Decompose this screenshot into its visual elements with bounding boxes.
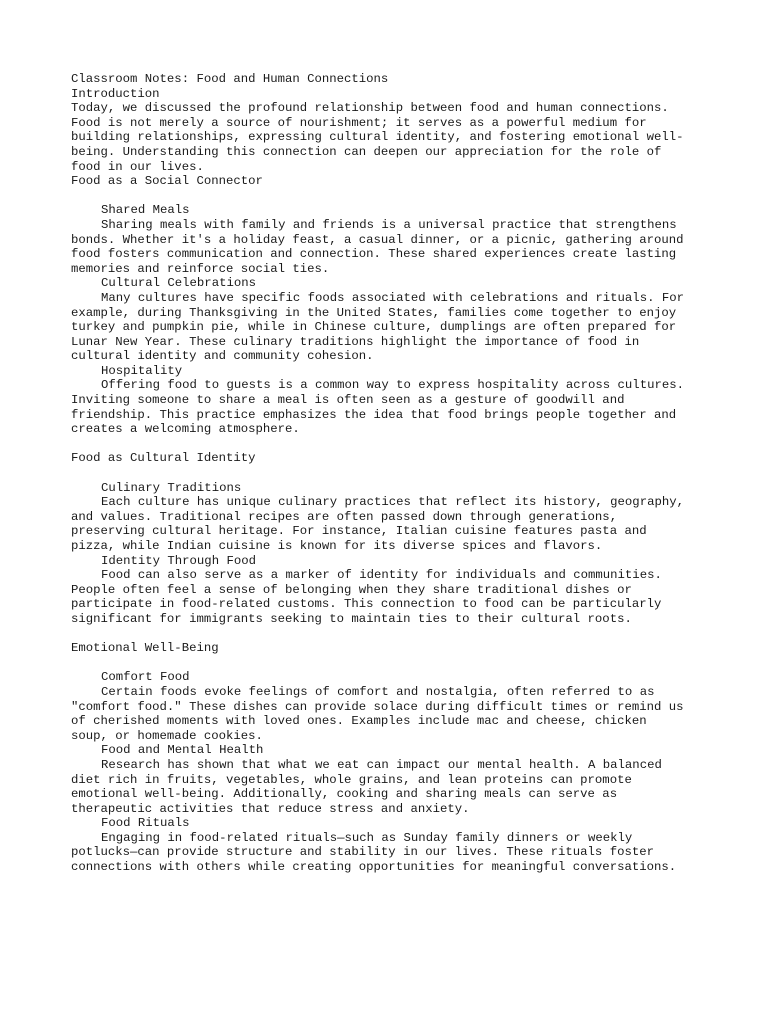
paragraph-first-line: Sharing meals with family and friends is a universal practice that strengthens (101, 217, 677, 232)
subsection-heading: Cultural Celebrations (101, 276, 256, 291)
paragraph-line: significant for immigrants seeking to maintain ties to their cultural roots. (71, 611, 632, 626)
paragraph-line: creates a welcoming atmosphere. (71, 422, 300, 437)
section-heading: Food as Cultural Identity (71, 451, 256, 466)
paragraph-line: memories and reinforce social ties. (71, 261, 330, 276)
intro-line: being. Understanding this connection can deepen our appreciation for the role of (71, 144, 662, 159)
subsection-heading: Food Rituals (101, 816, 190, 831)
paragraph-line: potlucks—can provide structure and stability in our lives. These rituals foster (71, 845, 654, 860)
subsection-heading: Identity Through Food (101, 553, 256, 568)
paragraph-line: food fosters communication and connection. These shared experiences create lasting (71, 247, 677, 262)
paragraph-first-line: Engaging in food-related rituals—such as Sunday family dinners or weekly (101, 830, 633, 845)
paragraph-line: turkey and pumpkin pie, while in Chinese culture, dumplings are often prepared for (71, 320, 677, 335)
spacer (71, 437, 711, 452)
intro-line: food in our lives. (71, 159, 204, 174)
paragraph-line: and values. Traditional recipes are often passed down through generations, (71, 509, 618, 524)
subsection-heading: Food and Mental Health (101, 743, 264, 758)
subsection-heading: Hospitality (101, 363, 183, 378)
document-title: Classroom Notes: Food and Human Connections (71, 72, 389, 86)
paragraph-line: diet rich in fruits, vegetables, whole grains, and lean proteins can promote (71, 772, 632, 787)
paragraph-first-line: Certain foods evoke feelings of comfort and nostalgia, often referred to as (101, 684, 655, 699)
paragraph-first-line: Each culture has unique culinary practices that reflect its history, geography, (101, 495, 684, 510)
paragraph-line: People often feel a sense of belonging when they share traditional dishes or (71, 582, 632, 597)
spacer (71, 656, 711, 671)
spacer (71, 627, 711, 642)
paragraph-line: cultural identity and community cohesion. (71, 349, 374, 364)
paragraph-first-line: Research has shown that what we eat can impact our mental health. A balanced (101, 757, 662, 772)
spacer (71, 466, 711, 481)
paragraph-first-line: Offering food to guests is a common way to express hospitality across cultures. (101, 378, 684, 393)
subsection-heading: Comfort Food (101, 670, 190, 685)
paragraph-line: Inviting someone to share a meal is often seen as a gesture of goodwill and (71, 393, 625, 408)
paragraph-line: emotional well-being. Additionally, cooking and sharing meals can serve as (71, 787, 618, 802)
document-page (71, 72, 711, 875)
paragraph-line: friendship. This practice emphasizes the idea that food brings people together and (71, 407, 677, 422)
paragraph-first-line: Many cultures have specific foods associated with celebrations and rituals. For (101, 290, 684, 305)
spacer (71, 189, 711, 204)
paragraph-line: soup, or homemade cookies. (71, 728, 263, 743)
paragraph-line: bonds. Whether it's a holiday feast, a casual dinner, or a picnic, gathering around (71, 232, 684, 247)
intro-line: Food is not merely a source of nourishment; it serves as a powerful medium for (71, 115, 647, 130)
paragraph-line: preserving cultural heritage. For instance, Italian cuisine features pasta and (71, 524, 647, 539)
paragraph-line: pizza, while Indian cuisine is known for its diverse spices and flavors. (71, 539, 603, 553)
intro-line: building relationships, expressing cultural identity, and fostering emotional well- (71, 130, 684, 145)
intro-line: Today, we discussed the profound relationship between food and human connections. (71, 101, 669, 116)
paragraph-line: example, during Thanksgiving in the United States, families come together to enjoy (71, 305, 677, 320)
paragraph-line: therapeutic activities that reduce stress and anxiety. (71, 801, 470, 816)
paragraph-line: Lunar New Year. These culinary traditions highlight the importance of food in (71, 334, 640, 349)
paragraph-first-line: Food can also serve as a marker of identity for individuals and communities. (101, 568, 662, 583)
paragraph-line: of cherished moments with loved ones. Examples include mac and cheese, chicken (71, 714, 647, 729)
paragraph-line: connections with others while creating opportunities for meaningful conversations. (71, 860, 677, 875)
subsection-heading: Shared Meals (101, 203, 190, 218)
subsection-heading: Culinary Traditions (101, 480, 242, 495)
paragraph-line: "comfort food." These dishes can provide solace during difficult times or remind us (71, 699, 684, 714)
intro-heading: Introduction (71, 86, 160, 101)
paragraph-line: participate in food-related customs. This connection to food can be particularly (71, 597, 662, 612)
section-heading: Emotional Well-Being (71, 641, 219, 656)
section-heading: Food as a Social Connector (71, 174, 263, 189)
